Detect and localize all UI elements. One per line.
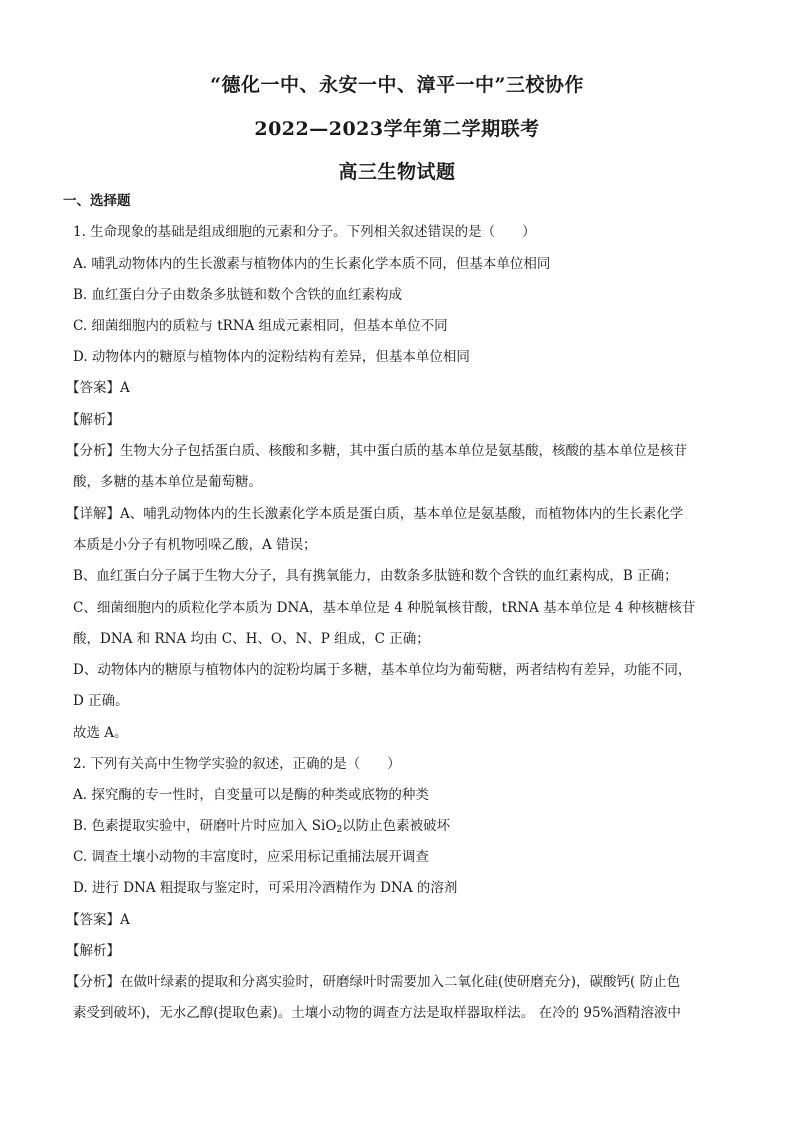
q2-option-c: C. 调查土壤小动物的丰富度时，应采用标记重捕法展开调查: [73, 849, 429, 865]
q1-detail-line-1: 【详解】A、哺乳动物体内的生长激素化学本质是蛋白质，基本单位是氨基酸，而植物体内的生长素化学: [66, 506, 684, 522]
header-line-3: 高三生物试题: [338, 161, 456, 183]
header-line-2: 2022—2023学年第二学期联考: [254, 118, 540, 140]
q2-analysis-label: 【解析】: [66, 943, 120, 959]
q1-answer: 【答案】A: [66, 380, 130, 396]
q1-detail-line-3: B、血红蛋白分子属于生物大分子，具有携氧能力，由数条多肽链和数个含铁的血红素构成，B 正确；: [73, 568, 678, 584]
q1-stem: 1. 生命现象的基础是组成细胞的元素和分子。下列相关叙述错误的是（ ）: [73, 224, 536, 240]
q2-stem: 2. 下列有关高中生物学实验的叙述，正确的是（ ）: [73, 756, 401, 772]
q1-detail-line-4: C、细菌细胞内的质粒化学本质为 DNA，基本单位是 4 种脱氧核苷酸，tRNA 基本单位是 4 种核糖核苷: [73, 600, 696, 616]
q1-conclusion: 故选 A。: [73, 725, 128, 741]
q1-detail-line-5: 酸，DNA 和 RNA 均由 C、H、O、N、P 组成，C 正确；: [73, 631, 430, 647]
q1-fenxi-line-1: 【分析】生物大分子包括蛋白质、核酸和多糖，其中蛋白质的基本单位是氨基酸，核酸的基本单位是核苷: [66, 443, 687, 459]
q2-option-b-text: B. 色素提取实验中，研磨叶片时应加入 SiO: [73, 818, 337, 834]
q2-option-b-text-end: 以防止色素被破坏: [342, 818, 451, 834]
q2-fenxi-line-2: 素受到破坏)，无水乙醇(提取色素)。土壤小动物的调查方法是取样器取样法。 在冷的 95%酒精溶液中: [73, 1005, 681, 1021]
q2-fenxi-line-1: 【分析】在做叶绿素的提取和分离实验时，研磨绿叶时需要加入二氧化硅(使研磨充分)，碳酸钙( 防止色: [66, 974, 681, 990]
q1-fenxi-line-2: 酸，多糖的基本单位是葡萄糖。: [73, 474, 262, 490]
section-heading: 一、选择题: [63, 193, 131, 209]
q1-option-c: C. 细菌细胞内的质粒与 tRNA 组成元素相同，但基本单位不同: [73, 318, 448, 334]
header-line-1: “德化一中、永安一中、漳平一中”三校协作: [210, 74, 584, 96]
q2-option-d: D. 进行 DNA 粗提取与鉴定时，可采用冷酒精作为 DNA 的溶剂: [73, 880, 458, 896]
q2-option-a: A. 探究酶的专一性时，自变量可以是酶的种类或底物的种类: [73, 787, 429, 803]
q1-analysis-label: 【解析】: [66, 412, 120, 428]
q2-option-b: [73, 817, 450, 835]
q2-answer: 【答案】A: [66, 912, 130, 928]
q2-option-b-subscript: 2: [336, 825, 343, 835]
q1-option-d: D. 动物体内的糖原与植物体内的淀粉结构有差异，但基本单位相同: [73, 349, 470, 365]
q1-option-b: B. 血红蛋白分子由数条多肽链和数个含铁的血红素构成: [73, 287, 403, 303]
q1-detail-line-2: 本质是小分子有机物吲哚乙酸，A 错误；: [73, 537, 317, 553]
q1-detail-line-7: D 正确。: [73, 693, 129, 709]
q1-option-a: A. 哺乳动物体内的生长激素与植物体内的生长素化学本质不同，但基本单位相同: [73, 256, 551, 272]
q1-detail-line-6: D、动物体内的糖原与植物体内的淀粉均属于多糖，基本单位均为葡萄糖，两者结构有差异，功能不同，: [73, 662, 692, 678]
